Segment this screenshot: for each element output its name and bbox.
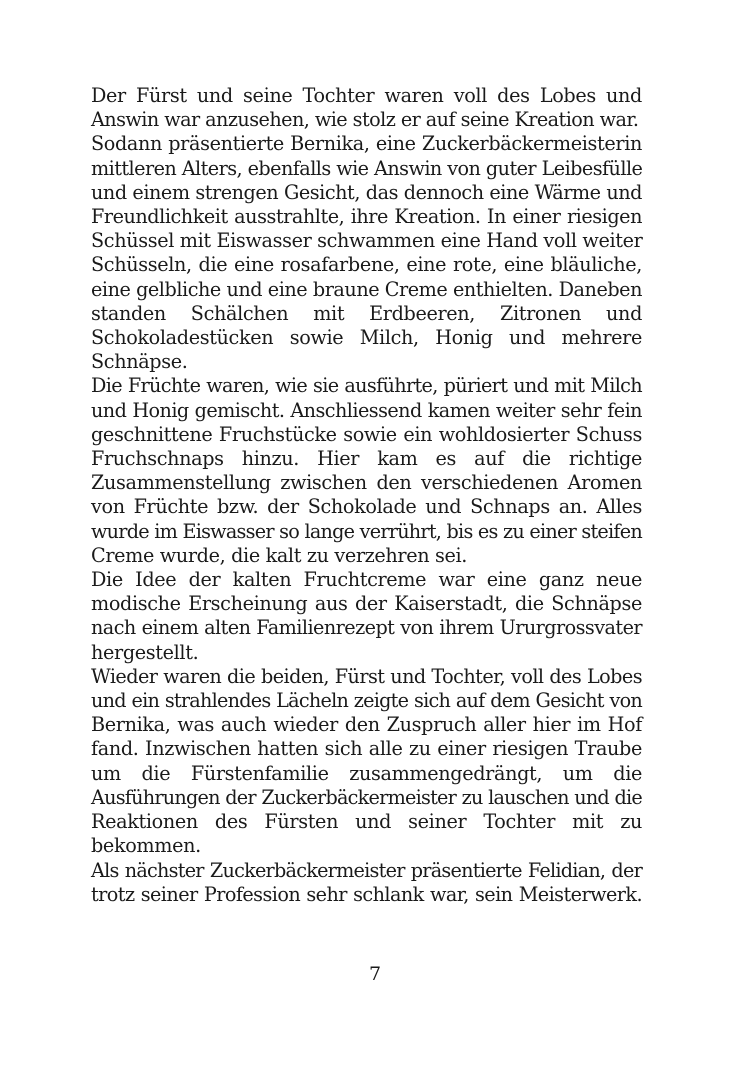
text-line: nach einem alten Familienrezept von ihrem Ururgrossvater	[91, 616, 642, 640]
text-line: Bernika, was auch wieder den Zuspruch aller hier im Hof	[91, 713, 642, 737]
paragraph	[91, 374, 642, 568]
text-line: eine gelbliche und eine braune Creme enthielten. Daneben	[91, 277, 642, 301]
text-line: Zusammenstellung zwischen den verschiedenen Aromen	[91, 471, 642, 495]
text-line: Wieder waren die beiden, Fürst und Tochter, voll des Lobes	[91, 664, 642, 688]
paragraph	[91, 859, 642, 907]
page-body	[91, 84, 642, 907]
text-line: Sodann präsentierte Bernika, eine Zuckerbäckermeisterin	[91, 132, 642, 156]
text-line: trotz seiner Profession sehr schlank war, sein Meisterwerk.	[91, 882, 642, 906]
text-line: und einem strengen Gesicht, das dennoch eine Wärme und	[91, 180, 642, 204]
text-line: Freundlichkeit ausstrahlte, ihre Kreation. In einer riesigen	[91, 205, 642, 229]
text-line: von Früchte bzw. der Schokolade und Schnaps an. Alles	[91, 495, 642, 519]
text-line: modische Erscheinung aus der Kaiserstadt, die Schnäpse	[91, 592, 642, 616]
text-line: Fruchschnaps hinzu. Hier kam es auf die richtige	[91, 447, 642, 471]
text-line: hergestellt.	[91, 640, 199, 664]
text-line: um die Fürstenfamilie zusammengedrängt, um die	[91, 761, 642, 785]
text-line: wurde im Eiswasser so lange verrührt, bis es zu einer steifen	[91, 519, 642, 543]
text-line: Schüsseln, die eine rosafarbene, eine rote, eine bläuliche,	[91, 253, 642, 277]
text-line: mittleren Alters, ebenfalls wie Answin von guter Leibesfülle	[91, 156, 643, 180]
text-line: Schüssel mit Eiswasser schwammen eine Hand voll weiter	[91, 229, 643, 253]
text-line: bekommen.	[91, 834, 201, 858]
text-line: Answin war anzusehen, wie stolz er auf seine Kreation war.	[91, 108, 639, 132]
text-line: geschnittene Fruchstücke sowie ein wohldosierter Schuss	[91, 422, 642, 446]
paragraph	[91, 568, 642, 665]
paragraph	[91, 665, 642, 859]
text-line: Ausführungen der Zuckerbäckermeister zu lauschen und die	[91, 785, 642, 809]
text-line: Creme wurde, die kalt zu verzehren sei.	[91, 543, 468, 567]
text-line: fand. Inzwischen hatten sich alle zu einer riesigen Traube	[91, 737, 642, 761]
text-line: Schokoladestücken sowie Milch, Honig und mehrere	[91, 326, 642, 350]
paragraph	[91, 84, 642, 132]
text-line: Als nächster Zuckerbäckermeister präsentierte Felidian, der	[91, 858, 642, 882]
text-line: standen Schälchen mit Erdbeeren, Zitronen und	[91, 301, 642, 325]
paragraph	[91, 132, 642, 374]
text-line: Schnäpse.	[91, 350, 188, 374]
text-line: und Honig gemischt. Anschliessend kamen weiter sehr fein	[91, 398, 642, 422]
text-line: Der Fürst und seine Tochter waren voll des Lobes und	[91, 84, 642, 107]
text-line: Die Früchte waren, wie sie ausführte, püriert und mit Milch	[91, 374, 642, 398]
text-line: Reaktionen des Fürsten und seiner Tochter mit zu	[91, 810, 642, 834]
text-line: Die Idee der kalten Fruchtcreme war eine ganz neue	[91, 568, 642, 592]
text-line: und ein strahlendes Lächeln zeigte sich auf dem Gesicht von	[91, 689, 642, 713]
page-number: 7	[368, 963, 382, 985]
